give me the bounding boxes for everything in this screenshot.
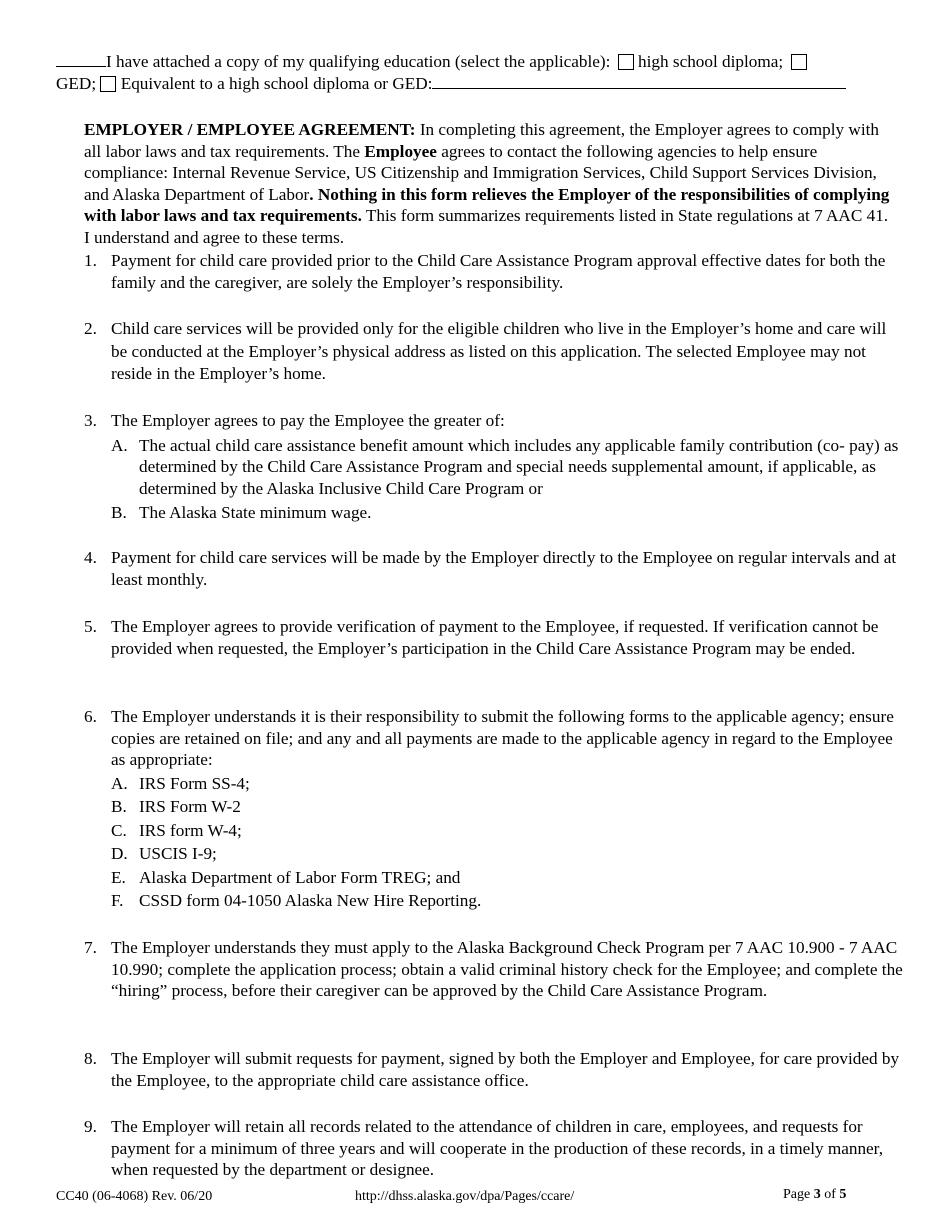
label-equivalent: Equivalent to a high school diploma or GED: (120, 74, 433, 93)
sub-item-6b (84, 796, 904, 818)
item-number: 1. (84, 251, 97, 270)
agreement-text-2: agrees to contact the following agencies to help ensure compliance: Internal Revenue Service, US Citizenship and Immigration Services, Child Support Services Division, and Alaska Department of Labor (84, 141, 877, 204)
agreement-bold-notice: . Nothing in this form relieves the Employer of the responsibilities of complying with labor laws and tax requirements. (84, 184, 890, 225)
checkbox-high-school-diploma[interactable] (618, 54, 634, 70)
sub-item-text: IRS Form SS-4; (139, 773, 250, 793)
item-number: 4. (84, 548, 97, 567)
sub-item-letter: D. (111, 844, 128, 863)
item-number: 7. (84, 938, 97, 957)
sub-item-3a (84, 435, 904, 500)
sub-item-text: The Alaska State minimum wage. (139, 503, 372, 522)
sub-item-letter: E. (111, 867, 126, 887)
education-line-2 (56, 71, 886, 95)
checkbox-ged[interactable] (791, 54, 807, 70)
equivalent-blank[interactable] (432, 71, 846, 89)
education-line-1 (56, 49, 916, 73)
sub-item-6f (84, 890, 904, 912)
agreement-text-1: In completing this agreement, the Employer agrees to comply with all labor laws and tax requirements. The (84, 120, 879, 161)
sub-item-6e (84, 867, 904, 889)
item-text: The Employer agrees to pay the Employee the greater of: (111, 411, 505, 430)
sub-item-text: USCIS I-9; (139, 844, 217, 863)
list-item-8 (84, 1048, 904, 1091)
item-text: The Employer agrees to provide verification of payment to the Employee, if requested. If verification cannot be provided when requested, the Employer’s participation in the Child Care Assistance Program may be ended. (111, 617, 879, 658)
item-number: 8. (84, 1049, 97, 1068)
list-item-4 (84, 547, 904, 590)
sub-item-text: Alaska Department of Labor Form TREG; and (139, 867, 461, 887)
page-current: 3 (813, 1187, 821, 1202)
agreement-paragraph (84, 119, 892, 248)
item-text: The Employer will retain all records related to the attendance of children in care, employees, and requests for payment for a minimum of three years and will cooperate in the production of these records, in a timely manner, when requested by the department or designee. (111, 1117, 884, 1179)
sub-item-text: IRS Form W-2 (139, 797, 241, 816)
label-high-school-diploma: high school diploma; (638, 52, 784, 71)
sub-item-6a (84, 773, 904, 795)
checkbox-equivalent[interactable] (100, 76, 116, 92)
item-number: 2. (84, 319, 97, 338)
item-number: 9. (84, 1117, 97, 1136)
item-text: The Employer will submit requests for payment, signed by both the Employer and Employee, for care provided by the Employee, to the appropriate child care assistance office. (111, 1049, 900, 1090)
item-text: The Employer understands they must apply to the Alaska Background Check Program per 7 AAC 10.900 - 7 AAC 10.990; complete the application process; obtain a valid criminal history check for the Employee; and complete the “hiring” process, before their caregiver can be approved by the Child Care Assistance Program. (111, 938, 903, 1000)
item-text: Payment for child care provided prior to the Child Care Assistance Program approval effective dates for both the family and the caregiver, are solely the Employer’s responsibility. (111, 251, 886, 292)
page-of: of (820, 1187, 840, 1202)
agreement-heading: EMPLOYER / EMPLOYEE AGREEMENT: (84, 120, 416, 139)
education-blank[interactable] (56, 49, 106, 67)
sub-item-text: The actual child care assistance benefit amount which includes any applicable family contribution (co- pay) as determined by the Child Care Assistance Program and special needs supplemental amount, if applicable, as determined by the Alaska Inclusive Child Care Program or (139, 435, 899, 498)
list-item-6 (84, 706, 904, 912)
sub-item-letter: B. (111, 503, 127, 522)
footer-url[interactable]: http://dhss.alaska.gov/dpa/Pages/ccare/ (355, 1189, 575, 1204)
sub-item-text: IRS form W-4; (139, 820, 242, 840)
item-number: 6. (84, 707, 97, 726)
sub-item-letter: A. (111, 773, 128, 793)
agreement-employee: Employee (364, 141, 437, 161)
education-statement: I have attached a copy of my qualifying education (select the applicable): (106, 52, 611, 71)
sub-item-3b (84, 502, 904, 524)
sub-item-letter: B. (111, 797, 127, 816)
footer-form-id: CC40 (06-4068) Rev. 06/20 (56, 1189, 213, 1204)
page-total: 5 (839, 1187, 847, 1202)
footer-page-number (783, 1184, 846, 1206)
list-item-2 (84, 318, 904, 386)
sub-item-text: CSSD form 04-1050 Alaska New Hire Reporting. (139, 891, 482, 910)
list-item-9 (84, 1116, 904, 1181)
sub-item-6d (84, 843, 904, 865)
item-text: Child care services will be provided only for the eligible children who live in the Employer’s home and care will be conducted at the Employer’s physical address as listed on this application. The selected Employee may not reside in the Employer’s home. (111, 319, 887, 383)
list-item-5 (84, 616, 904, 659)
sub-item-6c (84, 820, 904, 842)
item-number: 5. (84, 617, 97, 636)
item-text: The Employer understands it is their responsibility to submit the following forms to the applicable agency; ensure copies are retained on file; and any and all payments are made to the applicable agency in regard to the Employee as appropriate: (111, 707, 894, 769)
page-prefix: Page (783, 1187, 814, 1202)
sub-item-letter: F. (111, 891, 124, 910)
sub-item-letter: A. (111, 435, 128, 455)
list-item-1 (84, 250, 904, 293)
agreement-text-3: This form summarizes requirements listed in State regulations at 7 AAC 41. I understand and agree to these terms. (84, 206, 889, 247)
list-item-7 (84, 937, 904, 1002)
label-ged: GED; (56, 74, 97, 93)
item-text: Payment for child care services will be made by the Employer directly to the Employee on regular intervals and at least monthly. (111, 548, 897, 589)
item-number: 3. (84, 411, 97, 430)
sub-item-letter: C. (111, 820, 127, 840)
list-item-3 (84, 410, 904, 524)
